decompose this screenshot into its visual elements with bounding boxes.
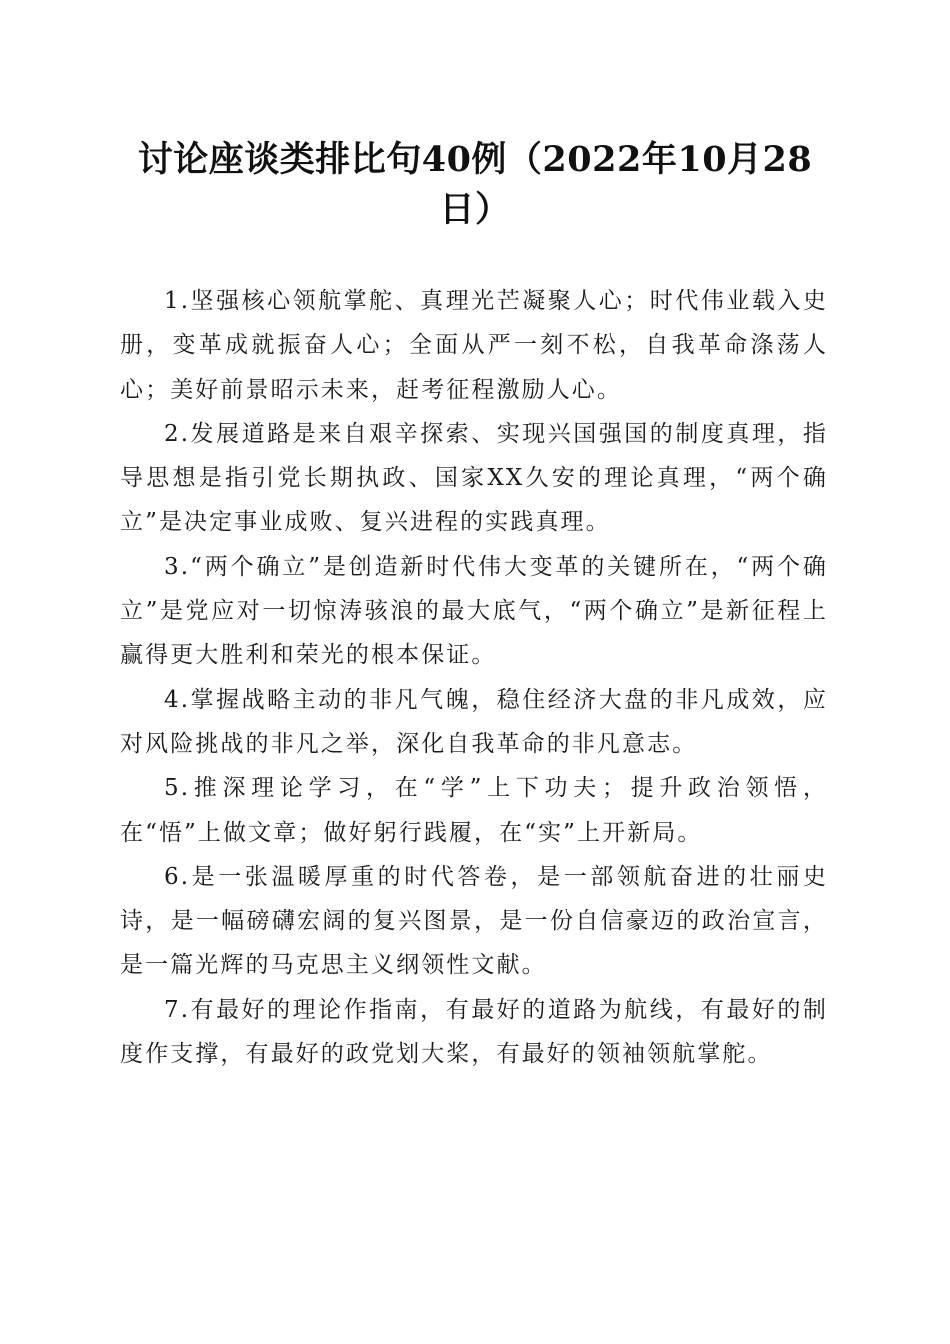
paragraph-7: 7.有最好的理论作指南，有最好的道路为航线，有最好的制度作支撑，有最好的政党划大桨，有最好的领袖领航掌舵。 [120, 996, 828, 1068]
document-body [120, 279, 828, 1076]
paragraph-1: 1.坚强核心领航掌舵、真理光芒凝聚人心；时代伟业载入史册，变革成就振奋人心；全面从严一刻不松，自我革命涤荡人心；美好前景昭示未来，赶考征程激励人心。 [120, 288, 828, 403]
paragraph-4: 4.掌握战略主动的非凡气魄，稳住经济大盘的非凡成效，应对风险挑战的非凡之举，深化自我革命的非凡意志。 [120, 686, 828, 757]
paragraph-3: 3.“两个确立”是创造新时代伟大变革的关键所在，“两个确立”是党应对一切惊涛骇浪的最大底气，“两个确立”是新征程上赢得更大胜利和荣光的根本保证。 [120, 553, 828, 669]
paragraph-5: 5.推深理论学习，在“学”上下功夫；提升政治领悟，在“悟”上做文章；做好躬行践履，在“实”上开新局。 [120, 775, 828, 846]
paragraph-2: 2.发展道路是来自艰辛探索、实现兴国强国的制度真理，指导思想是指引党长期执政、国家XX久安的理论真理，“两个确立”是决定事业成败、复兴进程的实践真理。 [120, 420, 828, 536]
paragraph-6: 6.是一张温暖厚重的时代答卷，是一部领航奋进的壮丽史诗，是一幅磅礴宏阔的复兴图景，是一份自信豪迈的政治宣言，是一篇光辉的马克思主义纲领性文献。 [120, 863, 828, 979]
page-title: 讨论座谈类排比句40例（2022年10月28日） [137, 139, 813, 230]
